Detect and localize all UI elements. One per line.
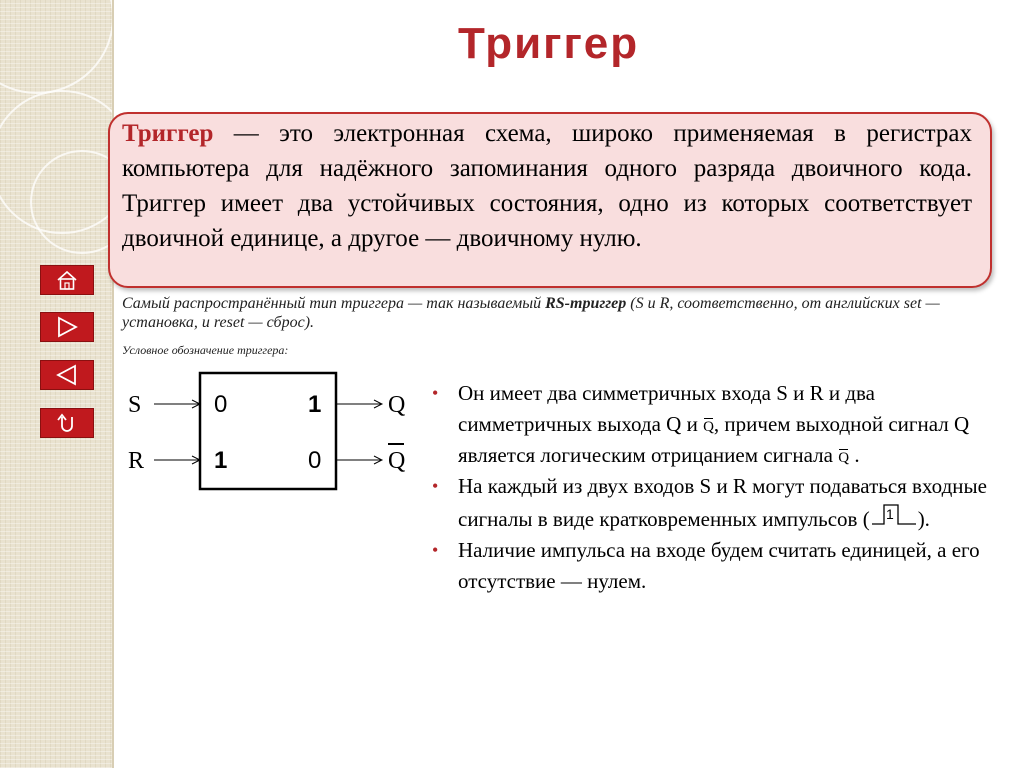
- page-title: Триггер: [458, 19, 640, 68]
- rs-trigger-note: Самый распространённый тип триггера — так называемый RS-триггер (S и R, соответственно, от английских set — установка, и reset — сброс).: [122, 295, 940, 331]
- input-r-label: R: [128, 448, 145, 474]
- output-q-bar-label: Q: [388, 448, 406, 474]
- cell-bottom-left: 1: [214, 447, 228, 474]
- cell-bottom-right: 0: [308, 447, 322, 474]
- cell-top-left: 0: [214, 391, 228, 418]
- list-item: • Наличие импульса на входе будем считать единицей, а его отсутствие — нулем.: [432, 535, 992, 597]
- previous-slide-button[interactable]: [40, 360, 94, 390]
- definition-text: [122, 116, 972, 256]
- impulse-icon: [870, 502, 918, 526]
- cell-top-right: 1: [308, 391, 322, 418]
- next-slide-button[interactable]: [40, 312, 94, 342]
- diagram-caption: Условное обозначение триггера:: [122, 343, 289, 357]
- home-icon: [41, 266, 93, 294]
- rs-trigger-term: RS-триггер: [545, 295, 627, 312]
- input-s-label: S: [128, 392, 142, 418]
- return-icon: [41, 409, 93, 437]
- definition-body: — это электронная схема, широко применяемая в регистрах компьютера для надёжного запоминания одного разряда двоичного кода. Триггер имеет два устойчивых состояния, одно из которых соответствует двоичной единице, а другое — двоичному нулю.: [122, 120, 972, 252]
- list-item: • Он имеет два симметричных входа S и R и два симметричных выхода Q и Q, причем выходной сигнал Q является логическим отрицанием сигнала Q .: [432, 378, 992, 471]
- output-q-label: Q: [388, 392, 406, 418]
- list-item: • На каждый из двух входов S и R могут подаваться входные сигналы в виде кратковременных импульсов ( 1 ).: [432, 471, 992, 535]
- return-button[interactable]: [40, 408, 94, 438]
- rs-trigger-diagram: [120, 366, 420, 496]
- q-bar-symbol: Q: [838, 450, 850, 466]
- svg-text:1: 1: [885, 506, 894, 522]
- panel-divider: [112, 0, 114, 768]
- play-right-icon: [41, 313, 93, 341]
- play-left-icon: [41, 361, 93, 389]
- definition-term: Триггер: [122, 120, 214, 147]
- home-button[interactable]: [40, 265, 94, 295]
- q-bar-symbol: Q: [703, 419, 714, 435]
- bullet-list: [432, 378, 992, 597]
- decorative-ring: [0, 0, 112, 94]
